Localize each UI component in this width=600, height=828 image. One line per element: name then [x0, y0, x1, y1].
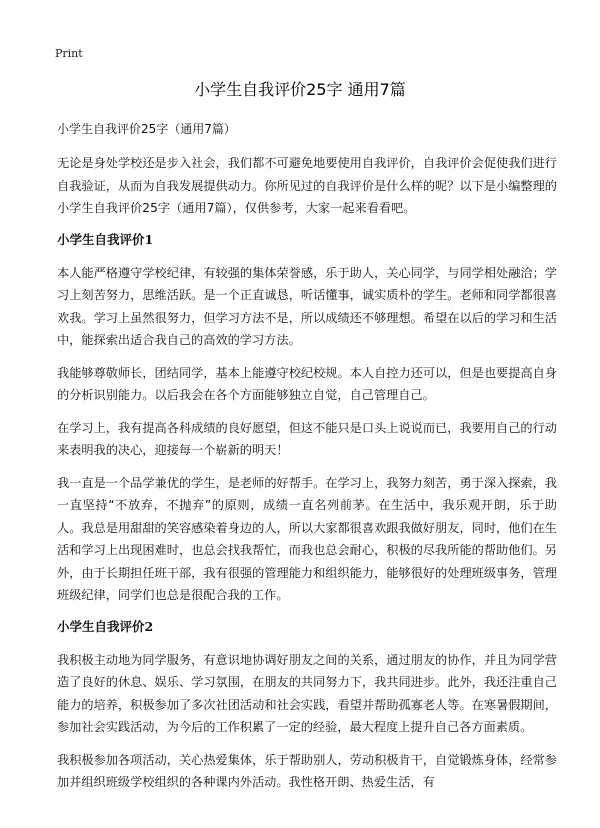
section-heading-1: 小学生自我评价1: [57, 231, 154, 247]
article-body: [57, 120, 557, 804]
intro-paragraph: 无论是身处学校还是步入社会，我们都不可避免地要使用自我评价，自我评价会促使我们进行自我验证，从而为自我发展提供动力。你所见过的自我评价是什么样的呢？以下是小编整理的小学生自我评价25字（通用7篇），仅供参考，大家一起来看看吧。: [57, 156, 557, 215]
section-heading-2: 小学生自我评价2: [57, 618, 154, 634]
section-2-paragraph: 我积极参加各项活动，关心热爱集体，乐于帮助别人，劳动积极肯干，自觉锻炼身体，经常参加并组织班级学校组织的各种课内外活动。我性格开朗、热爱生活，有: [57, 752, 557, 789]
section-1-paragraph: 本人能严格遵守学校纪律，有较强的集体荣誉感，乐于助人，关心同学，与同学相处融洽；学习上刻苦努力，思维活跃。是一个正直诚恳，听话懂事，诚实质朴的学生。老师和同学都很喜欢我。学习上虽然很努力，但学习方法不是，所以成绩还不够理想。希望在以后的学习和生活中，能探索出适合我自己的高效的学习方法。: [57, 265, 557, 347]
section-2-paragraph: 我积极主动地为同学服务，有意识地协调好朋友之间的关系，通过朋友的协作，并且为同学营造了良好的休息、娱乐、学习氛围，在朋友的共同努力下，我共同进步。此外，我还注重自己能力的培养，积极参加了多次社团活动和社会实践，看望并帮助孤寡老人等。在寒暑假期间，参加社会实践活动，为今后的工作积累了一定的经验，最大程度上提升自己各方面素质。: [57, 652, 557, 734]
section-1-paragraph: 在学习上，我有提高各科成绩的良好愿望，但这不能只是口头上说说而已，我要用自己的行动来表明我的决心，迎接每一个崭新的明天！: [57, 420, 557, 457]
section-1-paragraph: 我一直是一个品学兼优的学生，是老师的好帮手。在学习上，我努力刻苦，勇于深入探索，我一直坚持“不放弃，不抛弃”的原则，成绩一直名列前茅。在生活中，我乐观开朗，乐于助人。我总是用甜甜的笑容感染着身边的人，所以大家都很喜欢跟我做好朋友，同时，他们在生活和学习上出现困难时，也总会找我帮忙，而我也总会耐心，积极的尽我所能的帮助他们。另外，由于长期担任班干部，我有很强的管理能力和组织能力，能够很好的处理班级事务，管理班级纪律，同学们也总是很配合我的工作。: [57, 475, 557, 602]
article-subtitle: 小学生自我评价25字（通用7篇）: [57, 122, 236, 136]
print-link[interactable]: Print: [55, 47, 83, 60]
section-1-paragraph: 我能够尊敬师长，团结同学，基本上能遵守校纪校规。本人自控力还可以，但是也要提高自身的分析识别能力。以后我会在各个方面能够独立自觉，自己管理自己。: [57, 365, 557, 402]
page-title: 小学生自我评价25字 通用7篇: [194, 80, 406, 99]
